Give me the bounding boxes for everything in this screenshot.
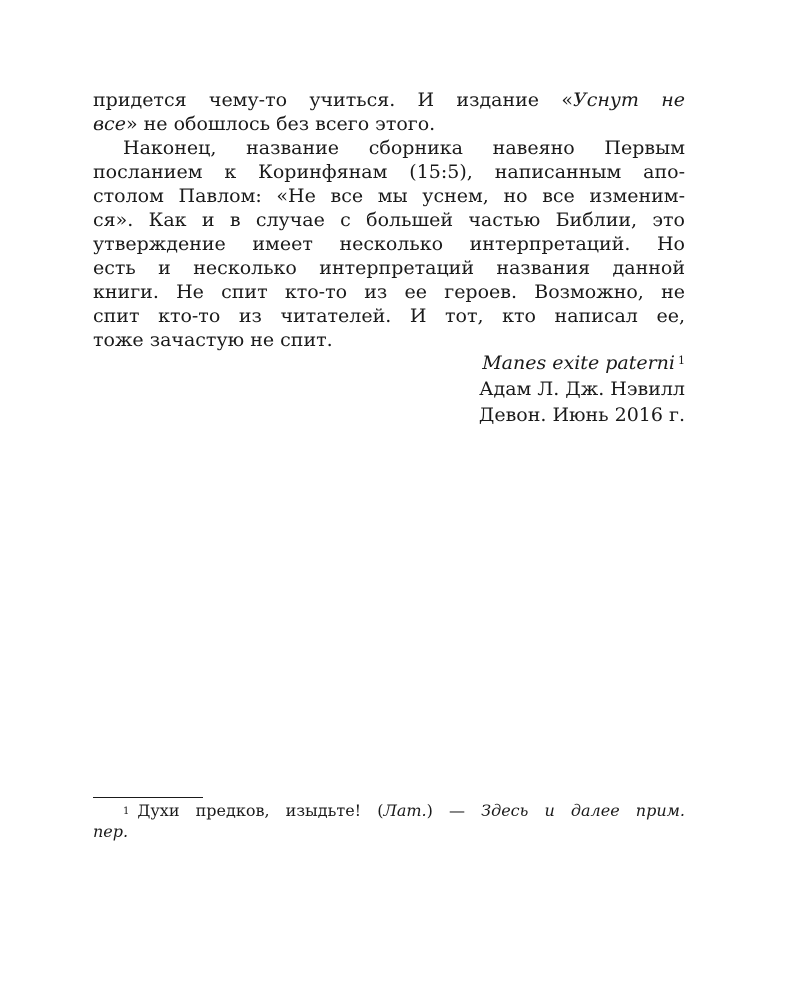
text-line: Наконец, название сборника навеяно Первым bbox=[123, 137, 685, 159]
text-line bbox=[93, 88, 685, 112]
footnote-text: Духи предков, изыдьте! ( bbox=[137, 801, 384, 820]
footnote-line bbox=[93, 821, 685, 842]
text-line: книги. Не спит кто-то из ее героев. Возможно, не bbox=[93, 281, 685, 303]
footnote-lang: Лат. bbox=[383, 801, 427, 820]
author-name: Адам Л. Дж. Нэвилл bbox=[479, 378, 685, 400]
text-line: спит кто-то из читателей. И тот, кто написал ее, bbox=[93, 305, 685, 327]
text-line: есть и несколько интерпретаций названия данной bbox=[93, 257, 685, 279]
footnote-note: Здесь и далее прим. bbox=[481, 801, 685, 820]
text-line: посланием к Коринфянам (15:5), написанным апо- bbox=[93, 161, 685, 183]
footnote-text: ) — bbox=[426, 801, 482, 820]
body-text bbox=[93, 88, 685, 352]
footnote-number: 1 bbox=[123, 806, 130, 817]
motto-text: Manes exite paterni bbox=[482, 352, 675, 374]
text-line: столом Павлом: «Не все мы уснем, но все изменим- bbox=[93, 185, 685, 207]
text-line: тоже зачастую не спит. bbox=[93, 329, 333, 351]
text-segment: » не обошлось без всего этого. bbox=[125, 113, 436, 135]
motto bbox=[479, 350, 685, 376]
footnote bbox=[93, 800, 685, 842]
footnote-reference: 1 bbox=[678, 354, 685, 367]
footnote-divider bbox=[93, 797, 203, 798]
text-line: утверждение имеет несколько интерпретаций. Но bbox=[93, 233, 685, 255]
italic-title: все bbox=[93, 113, 126, 135]
italic-title: Уснут не bbox=[573, 89, 685, 111]
text-line bbox=[93, 112, 685, 136]
place-date: Девон. Июнь 2016 г. bbox=[478, 404, 685, 426]
text-segment: придется чему-то учиться. И издание « bbox=[93, 89, 573, 111]
text-line: ся». Как и в случае с большей частью Библии, это bbox=[93, 209, 685, 231]
footnote-note: пер. bbox=[93, 822, 129, 841]
signature-block bbox=[479, 350, 685, 428]
footnote-line bbox=[93, 800, 685, 821]
